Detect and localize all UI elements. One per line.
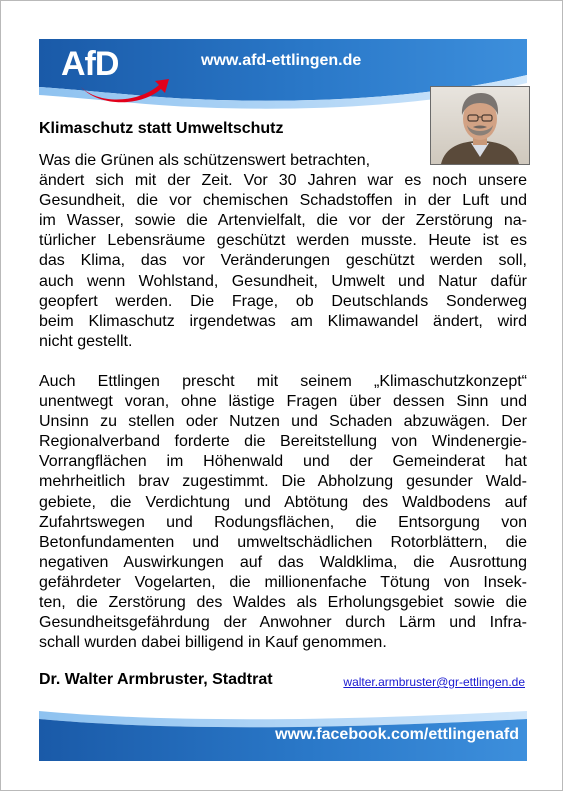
paragraph-line: auch wenn Wohlstand, Gesundheit, Umwelt und Natur dafür: [39, 272, 527, 290]
paragraph-line: Regionalverband forderte die Bereitstellung von Windenergie-: [39, 433, 527, 451]
paragraph-line: Unsinn zu stellen oder Nutzen und Schaden abzuwägen. Der: [39, 413, 527, 431]
footer-banner: [39, 709, 527, 761]
paragraph-line: ten, die Zerstörung des Waldes als Erholungsgebiet sowie die: [39, 594, 527, 612]
paragraph-line: Zufahrtswegen und Rodungsflächen, die Entsorgung von: [39, 513, 527, 531]
article-paragraph-2: [39, 372, 527, 653]
paragraph-line: das Klima, das vor Veränderungen geschützt werden soll,: [39, 252, 527, 270]
article-paragraph-1: [39, 151, 527, 352]
paragraph-line: Was die Grünen als schützenswert betrachten,: [39, 152, 371, 169]
paragraph-line: gefährdeter Vogelarten, die millionenfache Tötung von Insek-: [39, 573, 527, 591]
paragraph-line: negativen Auswirkungen auf das Waldklima, die Ausrottung: [39, 553, 527, 571]
paragraph-line: im Wasser, sowie die Artenvielfalt, die vor der Zerstörung na-: [39, 212, 527, 230]
paragraph-line: Vorrangflächen im Höhenwald und der Gemeinderat hat: [39, 453, 527, 471]
paragraph-line: Gesundheitsgefährdung der Anwohner durch Lärm und Infra-: [39, 614, 527, 632]
author-signature: Dr. Walter Armbruster, Stadtrat: [39, 671, 273, 688]
article-title: Klimaschutz statt Umweltschutz: [39, 120, 284, 137]
paragraph-line: türlicher Lebensräume geschützt werden musste. Heute ist es: [39, 232, 527, 250]
paragraph-line: Betonfundamenten und umweltschädlichen Rotorblättern, die: [39, 533, 527, 551]
paragraph-line: Gesundheit, die vor chemischen Schadstoffen in der Luft und: [39, 192, 527, 210]
afd-logo-text: AfD: [61, 45, 119, 83]
paragraph-line: geopfert werden. Die Frage, ob Deutschlands Sonderweg: [39, 292, 527, 310]
paragraph-line: schall wurden dabei billigend in Kauf genommen.: [39, 634, 387, 652]
paragraph-line: unentwegt voran, ohne lästige Fragen über dessen Sinn und: [39, 393, 527, 411]
header-website-url[interactable]: www.afd-ettlingen.de: [201, 52, 362, 69]
paragraph-line: Auch Ettlingen prescht mit seinem „Klimaschutzkonzept“: [39, 373, 527, 390]
footer-facebook-url[interactable]: www.facebook.com/ettlingenafd: [275, 726, 519, 743]
paragraph-line: beim Klimaschutz irgendetwas am Klimawandel ändert, wird: [39, 312, 527, 330]
paragraph-line: ändert sich mit der Zeit. Vor 30 Jahren war es noch unsere: [39, 172, 527, 190]
paragraph-line: mehrheitlich brav zugestimmt. Die Abholzung gesunder Wald-: [39, 473, 527, 491]
paragraph-line: nicht gestellt.: [39, 332, 133, 350]
paragraph-line: gebiete, die Verdichtung und Abtötung des Waldbodens auf: [39, 493, 527, 511]
logo-arrow-icon: [79, 75, 169, 105]
author-email-link[interactable]: walter.armbruster@gr-ettlingen.de: [343, 675, 525, 689]
